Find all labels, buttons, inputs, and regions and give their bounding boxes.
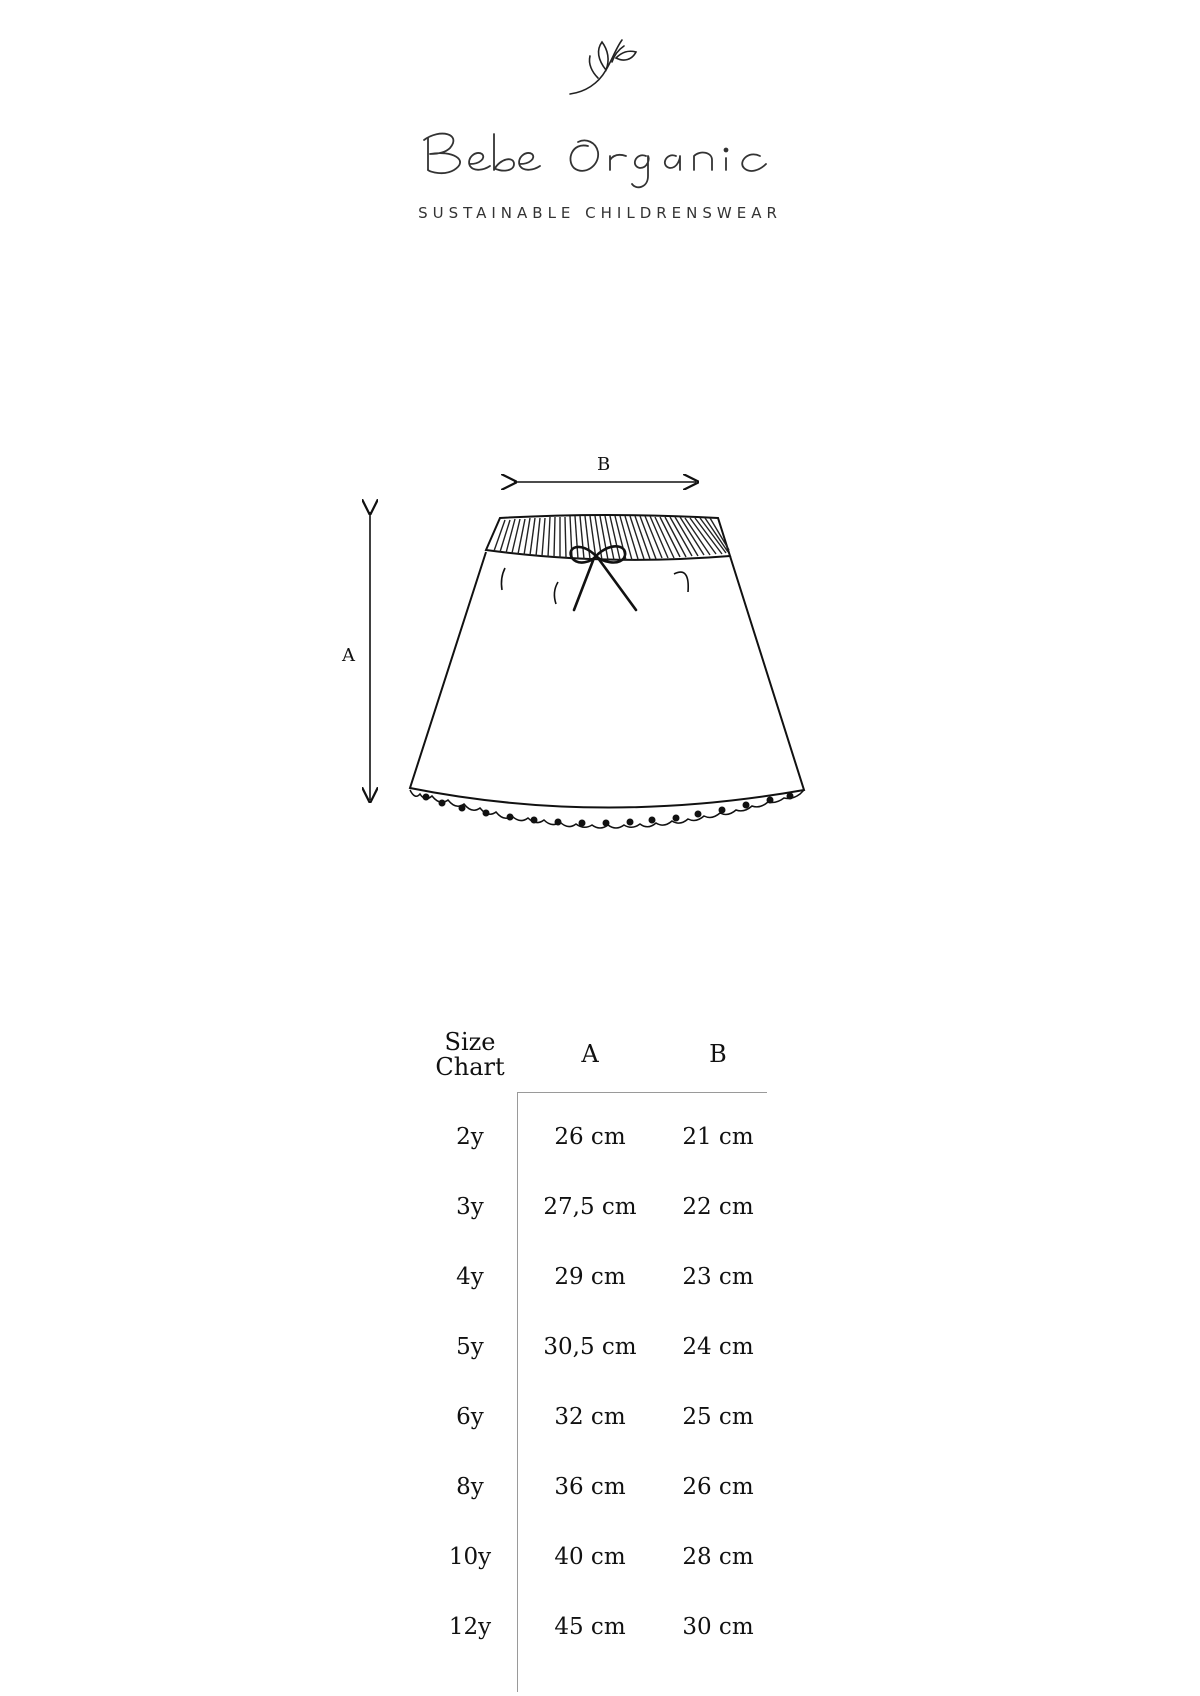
size-cell: 6y [456, 1404, 484, 1430]
measure-a-cell: 29 cm [554, 1264, 626, 1290]
measure-b-cell: 23 cm [682, 1264, 754, 1290]
column-header-b: B [709, 1040, 727, 1068]
table-row [410, 1543, 770, 1583]
size-chart-table [410, 1030, 770, 1670]
measure-b-cell: 21 cm [682, 1124, 754, 1150]
table-row [410, 1403, 770, 1443]
skirt-body [410, 552, 804, 808]
table-row [410, 1193, 770, 1233]
pocket-mark-right [674, 572, 688, 592]
measure-a-cell: 30,5 cm [543, 1334, 637, 1360]
table-divider-horizontal [517, 1092, 767, 1093]
brand-tagline: SUSTAINABLE CHILDRENSWEAR [418, 204, 782, 222]
table-row [410, 1473, 770, 1513]
pocket-mark-left [501, 568, 505, 590]
table-divider-vertical [517, 1092, 518, 1692]
measure-a-label: A [342, 645, 355, 666]
size-chart-header-text: Size Chart [435, 1028, 505, 1081]
table-row [410, 1333, 770, 1373]
size-cell: 2y [456, 1124, 484, 1150]
size-cell: 10y [448, 1544, 492, 1570]
size-cell: 4y [456, 1264, 484, 1290]
size-cell: 3y [456, 1194, 484, 1220]
measure-b-cell: 30 cm [682, 1614, 754, 1640]
measure-b-cell: 25 cm [682, 1404, 754, 1430]
measure-a-cell: 36 cm [554, 1474, 626, 1500]
size-chart-header [410, 1030, 530, 1080]
measure-a-cell: 45 cm [554, 1614, 626, 1640]
measure-a-cell: 26 cm [554, 1124, 626, 1150]
measure-b-cell: 28 cm [682, 1544, 754, 1570]
measure-b-cell: 26 cm [682, 1474, 754, 1500]
measure-b-label: B [597, 454, 611, 475]
measure-a-cell: 32 cm [554, 1404, 626, 1430]
table-row [410, 1263, 770, 1303]
pocket-mark-center [554, 582, 558, 604]
column-header-a: A [581, 1040, 599, 1068]
size-cell: 8y [456, 1474, 484, 1500]
table-row [410, 1123, 770, 1163]
measure-a-cell: 27,5 cm [543, 1194, 637, 1220]
table-row [410, 1613, 770, 1653]
size-cell: 12y [448, 1614, 492, 1640]
size-cell: 5y [456, 1334, 484, 1360]
measure-b-cell: 22 cm [682, 1194, 754, 1220]
measure-b-cell: 24 cm [682, 1334, 754, 1360]
measure-a-cell: 40 cm [554, 1544, 626, 1570]
